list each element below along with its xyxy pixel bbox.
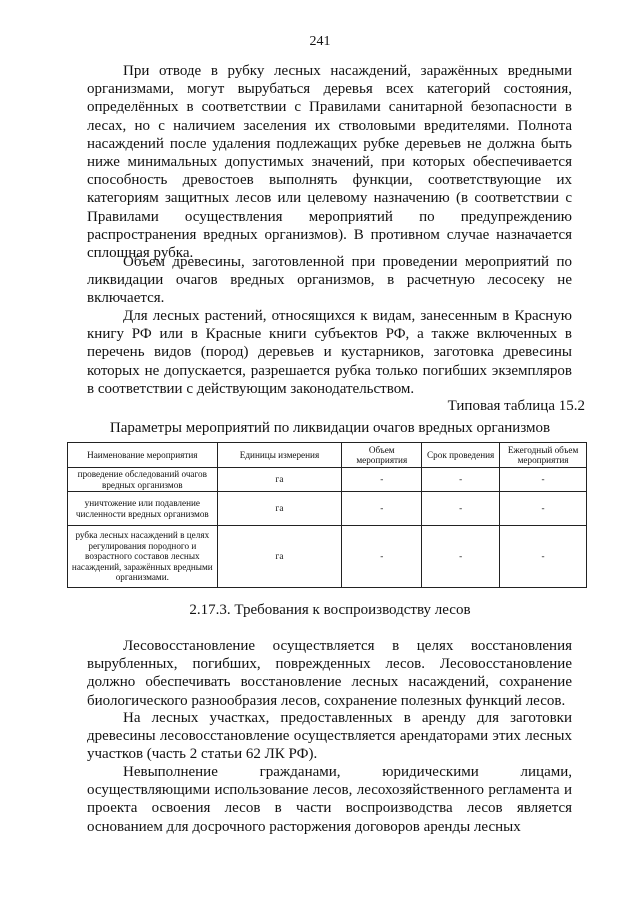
page-number: 241 [309, 34, 331, 49]
paragraph-2 [87, 253, 572, 308]
table-cell: - [500, 492, 587, 526]
table-cell: - [422, 526, 500, 588]
table-row [68, 468, 587, 492]
table-cell: - [422, 468, 500, 492]
header-cell: Ежегодный объем мероприятия [500, 443, 587, 468]
header-cell: Объем мероприятия [342, 443, 422, 468]
paragraph-text: Невыполнение гражданами, юридическими лицами, осуществляющими использование лесов, лесохозяйственного регламента и проекта освоения лесов в части воспроизводства лесов является основанием для досрочного расторжения договоров аренды лесных [87, 764, 572, 835]
header-cell: Наименование мероприятия [68, 443, 218, 468]
table-cell: га [217, 526, 342, 588]
table-cell: - [422, 492, 500, 526]
parameters-table [67, 442, 587, 588]
table-label: Типовая таблица 15.2 [447, 398, 585, 414]
section-title: 2.17.3. Требования к воспроизводству лесов [189, 602, 471, 618]
paragraph-text: Объем древесины, заготовленной при проведении мероприятий по ликвидации очагов вредных организмов, в расчетную лесосеку не включается. [87, 254, 572, 307]
paragraph-text: При отводе в рубку лесных насаждений, заражённых вредными организмами, могут вырубаться деревья всех категорий состояния, определённых в соответствии с Правилами санитарной безопасности в лесах, но с наличием заселения их стволовыми вредителями. Полнота насаждений после удаления подлежащих рубке деревьев не должна быть ниже минимальных допустимых значений, при которых обеспечивается способность древостоев выполнять функции, соответствующие их категориям защитных лесов или целевому назначению (в соответствии с Правилами осуществления мероприятий по предупреждению распространения вредных организмов). В противном случае назначается сплошная рубка. [87, 63, 572, 262]
table-cell: - [342, 492, 422, 526]
paragraph-text: Лесовосстановление осуществляется в целях восстановления вырубленных, погибших, поврежденных лесов. Лесовосстановление должно обеспечивать восстановление лесных насаждений, сохранение биологического разнообразия лесов, сохранение полезных функций лесов. [87, 638, 572, 709]
table-cell: га [217, 468, 342, 492]
table-cell: рубка лесных насаждений в целях регулирования породного и возрастного составов лесных насаждений, заражённых вредными организмами. [68, 526, 218, 588]
section-paragraph-3 [87, 763, 572, 836]
table-cell: - [500, 468, 587, 492]
section-paragraph-2 [87, 709, 572, 764]
table-header-row [68, 443, 587, 468]
paragraph-3 [87, 307, 572, 398]
paragraph-1 [87, 62, 572, 262]
section-paragraph-1 [87, 637, 572, 710]
table-cell: проведение обследований очагов вредных организмов [68, 468, 218, 492]
table-cell: - [342, 468, 422, 492]
header-cell: Срок проведения [422, 443, 500, 468]
table-cell: уничтожение или подавление численности вредных организмов [68, 492, 218, 526]
table-title: Параметры мероприятий по ликвидации очагов вредных организмов [109, 420, 551, 436]
paragraph-text: Для лесных растений, относящихся к видам, занесенным в Красную книгу РФ или в Красные книги субъектов РФ, а также включенных в перечень видов (пород) деревьев и кустарников, заготовка древесины которых не допускается, разрешается рубка только погибших экземпляров в соответствии с действующим законодательством. [87, 308, 572, 397]
table-row [68, 526, 587, 588]
table-row [68, 492, 587, 526]
table-cell: га [217, 492, 342, 526]
table-cell: - [342, 526, 422, 588]
table-cell: - [500, 526, 587, 588]
paragraph-text: На лесных участках, предоставленных в аренду для заготовки древесины лесовосстановление осуществляется арендаторами этих лесных участков (часть 2 статьи 62 ЛК РФ). [87, 710, 572, 763]
header-cell: Единицы измерения [217, 443, 342, 468]
